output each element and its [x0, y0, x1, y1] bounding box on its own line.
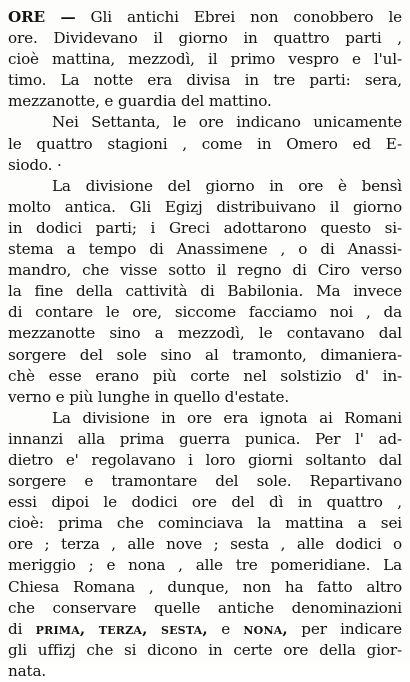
- text-line: mezzanotte sino a mezzodì, le contavano dal: [8, 324, 402, 343]
- text-line: ore ; terza , alle nove ; sesta , alle dodici o: [8, 535, 402, 554]
- headword: ORE —: [8, 8, 76, 26]
- text-line: dietro e' regolavano i loro giorni soltanto dal: [8, 450, 402, 469]
- text-line: [8, 619, 402, 640]
- text-line: in dodici parti; i Greci adottarono questo si-: [8, 218, 402, 237]
- text-line: meriggio ; e nona , alle tre pomeridiane. La: [8, 556, 402, 575]
- text-line: innanzi alla prima guerra punica. Per l' ad-: [8, 429, 402, 448]
- text-line: chè esse erano più corte nel solstizio d' in-: [8, 366, 402, 385]
- text-fragment: per indicare: [287, 619, 402, 638]
- text-line: Chiesa Romana , dunque, non ha fatto altro: [8, 577, 402, 596]
- hour-name-sesta: sesta,: [160, 619, 208, 638]
- text-line: verno e più lunghe in quello d'estate.: [8, 387, 290, 406]
- text-line: molto antica. Gli Egizj distribuivano il giorno: [8, 197, 402, 216]
- hour-name-terza: terza,: [98, 619, 148, 638]
- text-line: stema a tempo di Anassimene , o di Anassi-: [8, 240, 402, 259]
- text-line: [8, 7, 402, 28]
- text-line: gli uffizj che si dicono in certe ore della gior-: [8, 640, 402, 659]
- text-fragment: e: [207, 619, 244, 638]
- hour-name-prima: prima,: [35, 619, 86, 638]
- text-line: di contare le ore, siccome facciamo noi , da: [8, 303, 402, 322]
- text-fragment: di: [8, 619, 36, 638]
- text-line: nata.: [8, 661, 47, 680]
- text-line: siodo. ·: [8, 155, 62, 174]
- text-line: le quattro stagioni , come in Omero ed E-: [8, 134, 402, 153]
- text-line: La divisione in ore era ignota ai Romani: [52, 408, 402, 427]
- text-line: Nei Settanta, le ore indicano unicamente: [52, 113, 402, 132]
- text-line: che conservare quelle antiche denominazioni: [8, 598, 402, 617]
- text-line: sorgere del sole sino al tramonto, dimanierа-: [8, 345, 402, 364]
- text-line: ore. Dividevano il giorno in quattro parti ,: [8, 29, 402, 48]
- text-line-content: Gli antichi Ebrei non conobbero le: [75, 8, 402, 26]
- article-body: [8, 7, 402, 682]
- text-line: la fine della cattività di Babilonia. Ma invece: [8, 282, 402, 301]
- text-line: cioè mattina, mezzodì, il primo vespro e l'ul-: [8, 50, 402, 69]
- text-line: essi dipoi le dodici ore del dì in quattro ,: [8, 493, 402, 512]
- text-line: timo. La notte era divisa in tre parti: sera,: [8, 71, 402, 90]
- text-line: cioè: prima che cominciava la mattina a sei: [8, 514, 402, 533]
- text-line: sorgere e tramontare del sole. Repartivano: [8, 472, 402, 491]
- text-line: La divisione del giorno in ore è bensì: [52, 176, 402, 195]
- text-line: mandro, che visse sotto il regno di Ciro verso: [8, 261, 402, 280]
- hour-name-nona: nona,: [243, 619, 288, 638]
- text-line: mezzanotte, e guardia del mattino.: [8, 92, 272, 111]
